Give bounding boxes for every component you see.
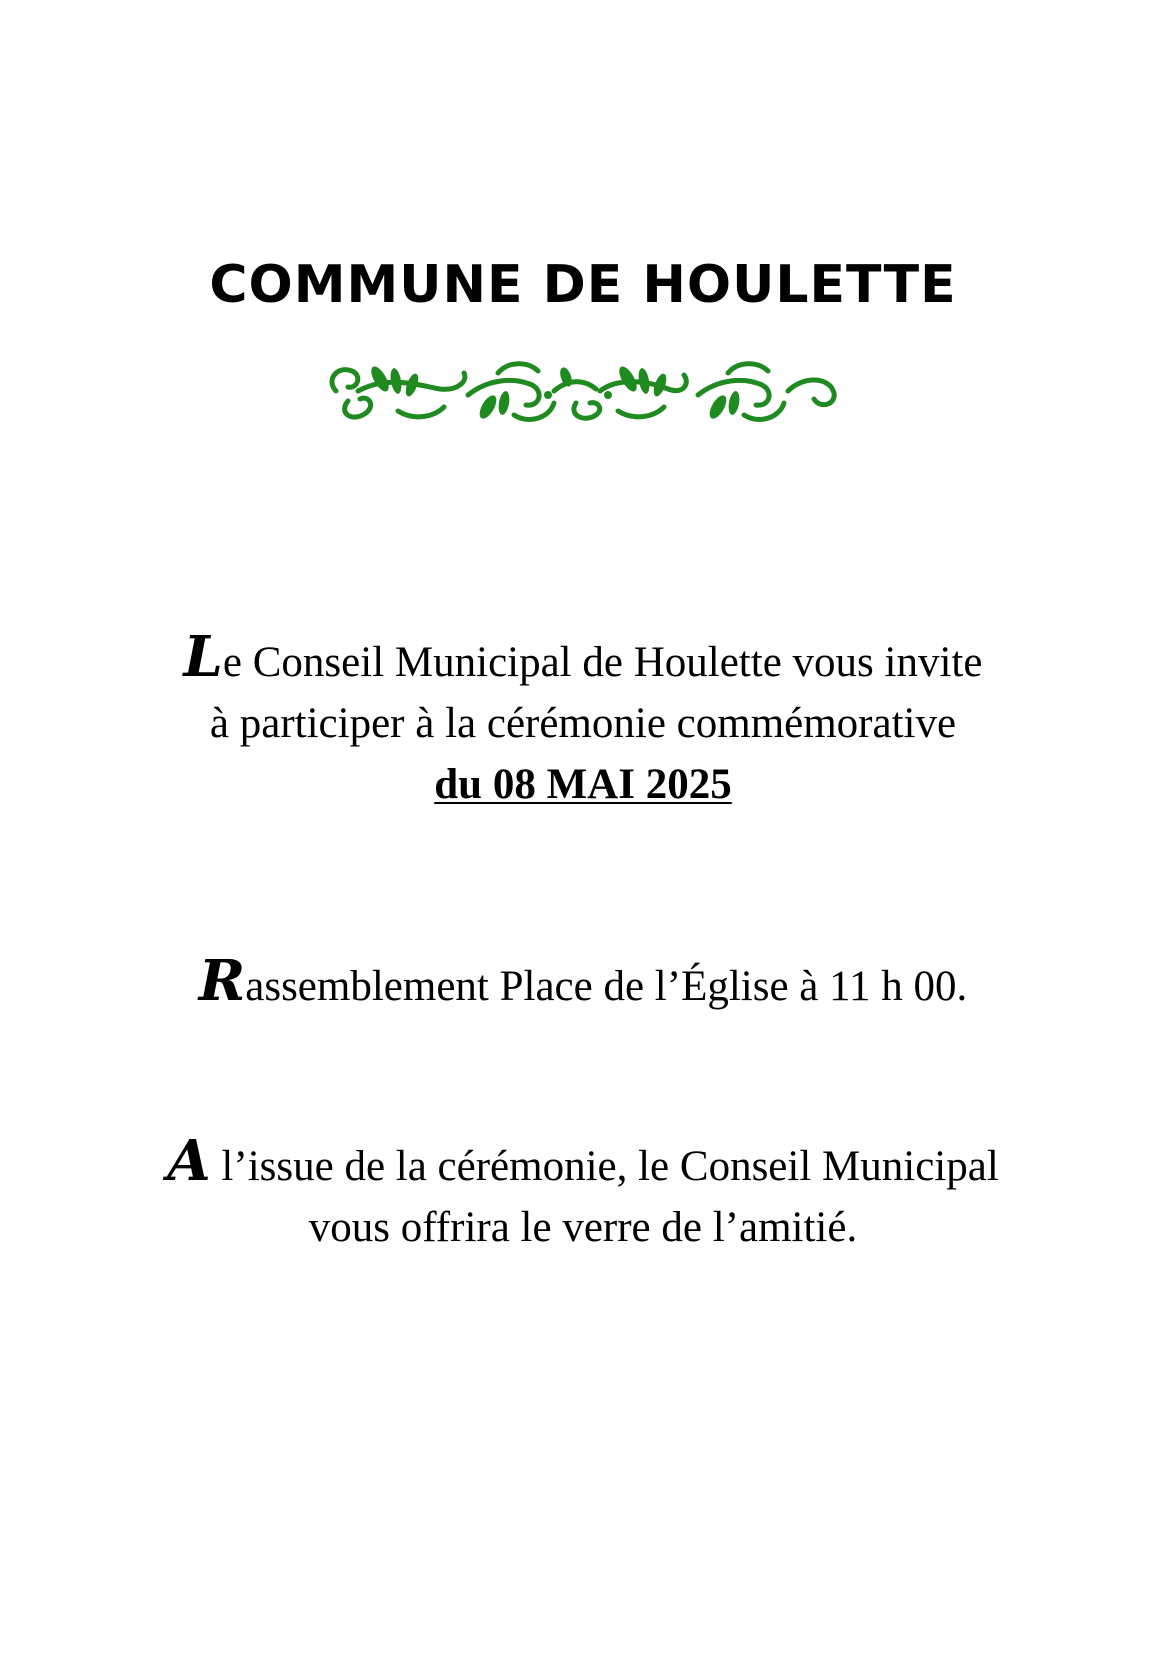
invitation-date-line xyxy=(0,754,1166,815)
ceremony-date: du 08 MAI 2025 xyxy=(434,761,732,808)
gathering-line xyxy=(0,948,1166,1017)
dropcap-letter: A xyxy=(167,1128,211,1194)
page-title: COMMUNE DE HOULETTE xyxy=(209,255,957,315)
gathering-line-text: assemblement Place de l’Église à 11 h 00. xyxy=(245,963,968,1010)
reception-paragraph xyxy=(0,1128,1166,1258)
reception-line-1 xyxy=(0,1128,1166,1197)
invitation-line-1 xyxy=(0,624,1166,693)
dropcap-letter: L xyxy=(183,624,223,690)
invitation-line-2: à participer à la cérémonie commémorative xyxy=(209,700,957,747)
reception-line-2: vous offrira le verre de l’amitié. xyxy=(308,1204,858,1251)
reception-line-1-text: l’issue de la cérémonie, le Conseil Municipal xyxy=(210,1143,999,1190)
floral-vine-divider-icon xyxy=(318,355,848,427)
invitation-paragraph xyxy=(0,624,1166,815)
dropcap-letter: R xyxy=(198,948,246,1014)
gathering-paragraph xyxy=(0,948,1166,1017)
invitation-line-1-text: e Conseil Municipal de Houlette vous invite xyxy=(222,639,983,686)
